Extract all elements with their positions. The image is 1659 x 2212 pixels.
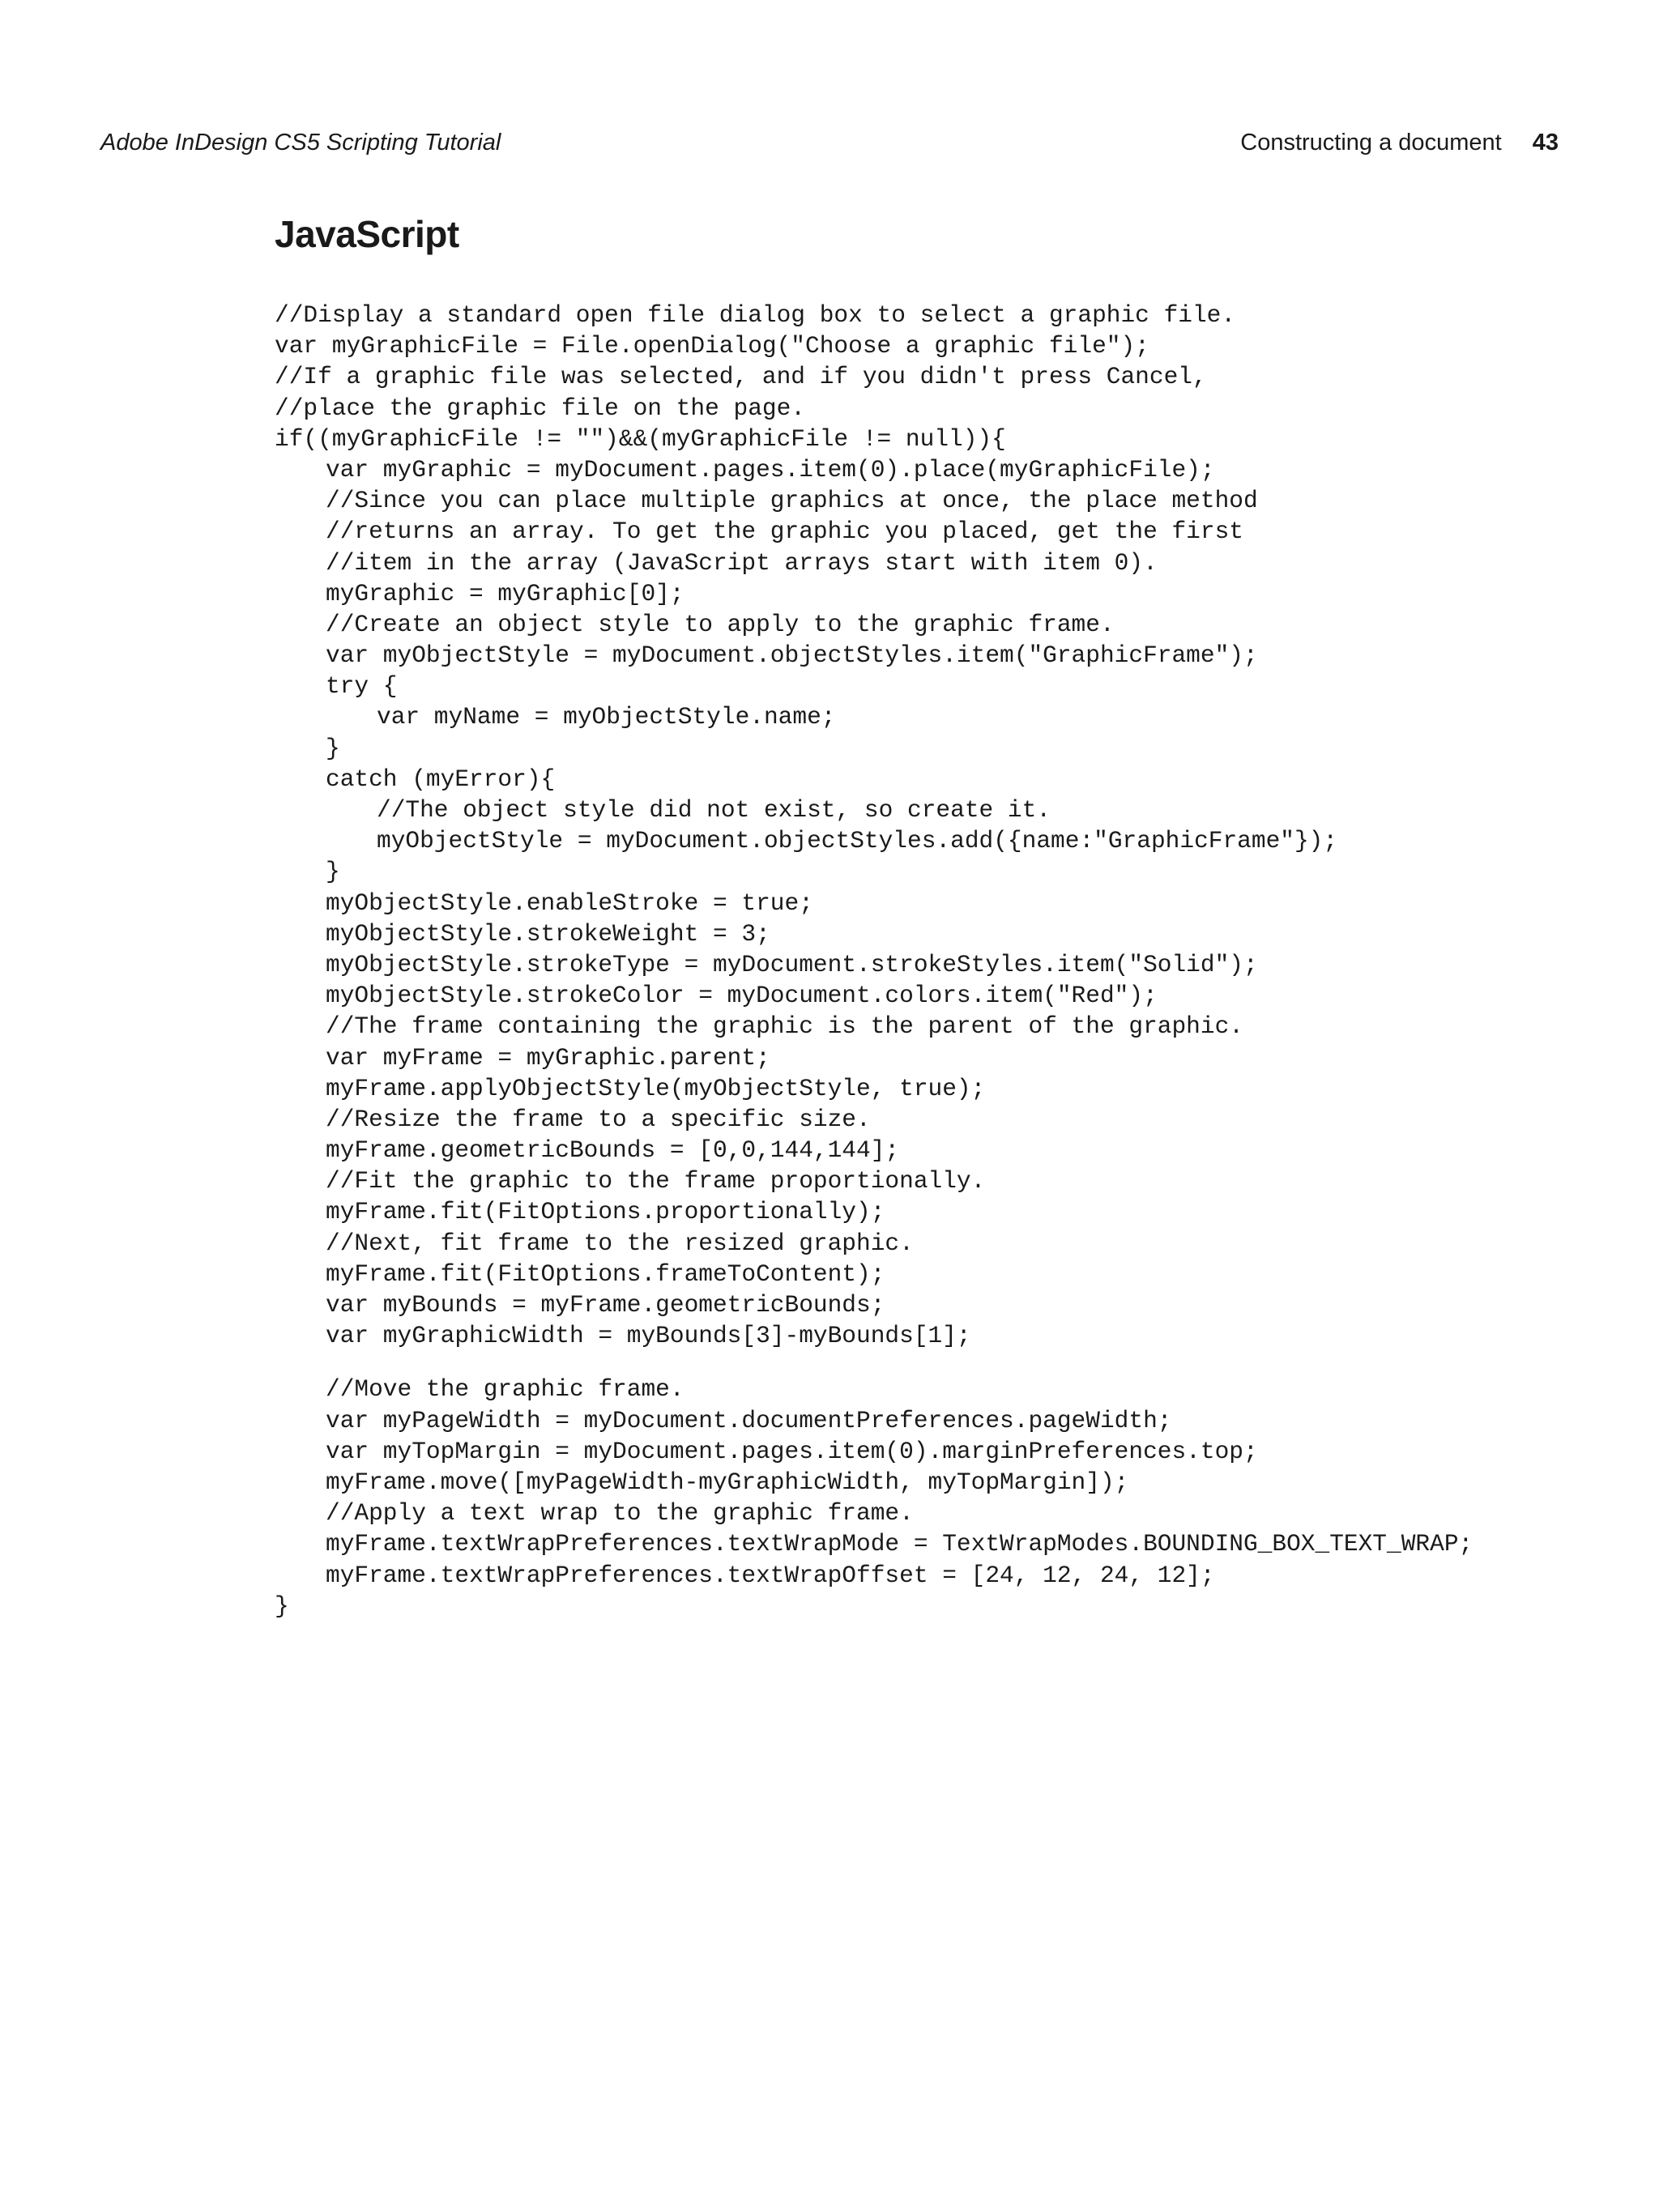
code-line: //The frame containing the graphic is the parent of the graphic. bbox=[326, 1012, 1243, 1041]
code-line: if((myGraphicFile != "")&&(myGraphicFile != null)){ bbox=[275, 424, 1006, 453]
code-listing bbox=[275, 300, 1571, 1622]
code-line: var myTopMargin = myDocument.pages.item(0).marginPreferences.top; bbox=[326, 1437, 1258, 1465]
code-line: catch (myError){ bbox=[326, 765, 556, 793]
code-line: //returns an array. To get the graphic you placed, get the first bbox=[326, 518, 1243, 546]
code-line: var myBounds = myFrame.geometricBounds; bbox=[326, 1291, 885, 1319]
code-line: //If a graphic file was selected, and if you didn't press Cancel, bbox=[275, 363, 1207, 391]
code-line: myObjectStyle.strokeWeight = 3; bbox=[326, 919, 770, 948]
code-line: myFrame.geometricBounds = [0,0,144,144]; bbox=[326, 1136, 900, 1165]
code-line: var myGraphicFile = File.openDialog("Choose a graphic file"); bbox=[275, 332, 1149, 360]
document-title: Adobe InDesign CS5 Scripting Tutorial bbox=[100, 130, 501, 156]
code-line: //place the graphic file on the page. bbox=[275, 394, 806, 422]
page-number: 43 bbox=[1532, 130, 1559, 156]
code-line: myObjectStyle.strokeType = myDocument.strokeStyles.item("Solid"); bbox=[326, 950, 1258, 978]
code-line: myFrame.fit(FitOptions.proportionally); bbox=[326, 1198, 885, 1226]
section-name: Constructing a document bbox=[1240, 130, 1502, 156]
code-line: //Since you can place multiple graphics at once, the place method bbox=[326, 487, 1258, 515]
code-line: var myGraphic = myDocument.pages.item(0).place(myGraphicFile); bbox=[326, 455, 1215, 484]
code-line: //Next, fit frame to the resized graphic. bbox=[326, 1229, 914, 1257]
code-line: myObjectStyle.enableStroke = true; bbox=[326, 889, 813, 917]
code-line: var myName = myObjectStyle.name; bbox=[377, 703, 836, 731]
code-line: myFrame.textWrapPreferences.textWrapOffset = [24, 12, 24, 12]; bbox=[326, 1561, 1215, 1589]
code-line: myObjectStyle.strokeColor = myDocument.colors.item("Red"); bbox=[326, 982, 1158, 1010]
code-line: //Create an object style to apply to the graphic frame. bbox=[326, 610, 1115, 638]
code-line: try { bbox=[326, 672, 398, 701]
code-block-gap bbox=[275, 1351, 1571, 1374]
section-heading: JavaScript bbox=[275, 213, 459, 255]
code-line: myObjectStyle = myDocument.objectStyles.add({name:"GraphicFrame"}); bbox=[377, 827, 1338, 855]
code-line: //Move the graphic frame. bbox=[326, 1375, 684, 1404]
header-right bbox=[1240, 130, 1559, 156]
code-line: } bbox=[275, 1592, 289, 1620]
code-line: } bbox=[326, 734, 340, 762]
code-line: //Display a standard open file dialog box to select a graphic file. bbox=[275, 301, 1236, 329]
code-line: myFrame.move([myPageWidth-myGraphicWidth, myTopMargin]); bbox=[326, 1468, 1129, 1496]
code-line: } bbox=[326, 858, 340, 886]
code-line: myFrame.fit(FitOptions.frameToContent); bbox=[326, 1259, 885, 1288]
code-line: myFrame.applyObjectStyle(myObjectStyle, true); bbox=[326, 1074, 986, 1102]
code-line: myGraphic = myGraphic[0]; bbox=[326, 579, 684, 607]
code-line: var myPageWidth = myDocument.documentPreferences.pageWidth; bbox=[326, 1406, 1172, 1434]
code-line: //Fit the graphic to the frame proportionally. bbox=[326, 1167, 986, 1196]
code-line: var myFrame = myGraphic.parent; bbox=[326, 1043, 770, 1072]
code-line: //Apply a text wrap to the graphic frame. bbox=[326, 1499, 914, 1528]
code-line: myFrame.textWrapPreferences.textWrapMode = TextWrapModes.BOUNDING_BOX_TEXT_WRAP; bbox=[326, 1530, 1473, 1558]
running-header bbox=[100, 130, 1559, 162]
code-line: //item in the array (JavaScript arrays start with item 0). bbox=[326, 548, 1158, 577]
code-line: //Resize the frame to a specific size. bbox=[326, 1105, 871, 1133]
code-line: //The object style did not exist, so create it. bbox=[377, 796, 1051, 824]
code-line: var myGraphicWidth = myBounds[3]-myBounds[1]; bbox=[326, 1322, 971, 1350]
code-line: var myObjectStyle = myDocument.objectStyles.item("GraphicFrame"); bbox=[326, 641, 1258, 670]
